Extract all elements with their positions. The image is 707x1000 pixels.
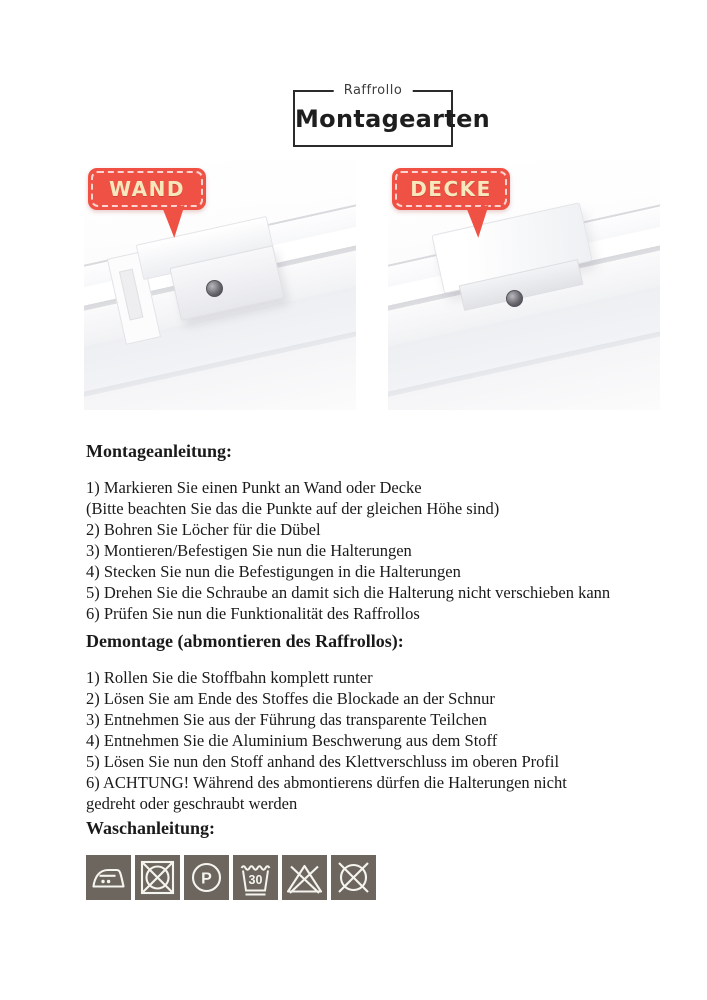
montage-step-note: (Bitte beachten Sie das die Punkte auf der gleichen Höhe sind): [86, 499, 500, 518]
svg-text:P: P: [201, 870, 212, 888]
dry-clean-p-icon: [184, 855, 229, 900]
screw-head-icon: [506, 290, 523, 307]
photo-wall-mount: [84, 160, 356, 410]
screw-head-icon: [206, 280, 223, 297]
bubble-tail-icon: [163, 205, 191, 239]
montage-step: 3) Montieren/Befestigen Sie nun die Halterungen: [86, 541, 412, 560]
logo-title: Montagearten: [295, 105, 491, 133]
instruction-text: [86, 441, 686, 854]
montage-heading: Montageanleitung:: [86, 441, 232, 461]
photo-ceiling-mount: [388, 160, 660, 410]
care-icons-row: [86, 855, 376, 900]
demontage-step: 5) Lösen Sie nun den Stoff anhand des Klettverschluss im oberen Profil: [86, 752, 560, 771]
montage-step: 2) Bohren Sie Löcher für die Dübel: [86, 520, 321, 539]
montage-step: 5) Drehen Sie die Schraube an damit sich die Halterung nicht verschieben kann: [86, 583, 611, 602]
wand-label: WAND: [109, 177, 185, 201]
svg-text:30: 30: [248, 873, 263, 887]
do-not-dry-clean-icon: [331, 855, 376, 900]
do-not-tumble-dry-icon: [135, 855, 180, 900]
demontage-step: 2) Lösen Sie am Ende des Stoffes die Blockade an der Schnur: [86, 689, 495, 708]
demontage-step: 4) Entnehmen Sie die Aluminium Beschwerung aus dem Stoff: [86, 731, 498, 750]
demontage-heading: Demontage (abmontieren des Raffrollos):: [86, 631, 404, 651]
demontage-step: 1) Rollen Sie die Stoffbahn komplett runter: [86, 668, 373, 687]
montage-step: 6) Prüfen Sie nun die Funktionalität des Raffrollos: [86, 604, 420, 623]
wasch-heading: Waschanleitung:: [86, 818, 216, 838]
do-not-bleach-icon: [282, 855, 327, 900]
iron-two-dots-icon: [86, 855, 131, 900]
demontage-step: 3) Entnehmen Sie aus der Führung das transparente Teilchen: [86, 710, 487, 729]
demontage-step-wrap: gedreht oder geschraubt werden: [86, 794, 298, 813]
montage-step: 4) Stecken Sie nun die Befestigungen in die Halterungen: [86, 562, 461, 581]
demontage-step: 6) ACHTUNG! Während des abmontierens dürfen die Halterungen nicht: [86, 773, 567, 792]
brand-logo-box: [293, 83, 491, 147]
montage-step: 1) Markieren Sie einen Punkt an Wand oder Decke: [86, 478, 422, 497]
decke-label: DECKE: [410, 177, 492, 201]
wash-30-degrees-icon: [233, 855, 278, 900]
bubble-tail-icon: [467, 205, 495, 239]
label-bubble-decke: [392, 168, 510, 210]
logo-category-label: Raffrollo: [334, 83, 413, 98]
label-bubble-wand: [88, 168, 206, 210]
